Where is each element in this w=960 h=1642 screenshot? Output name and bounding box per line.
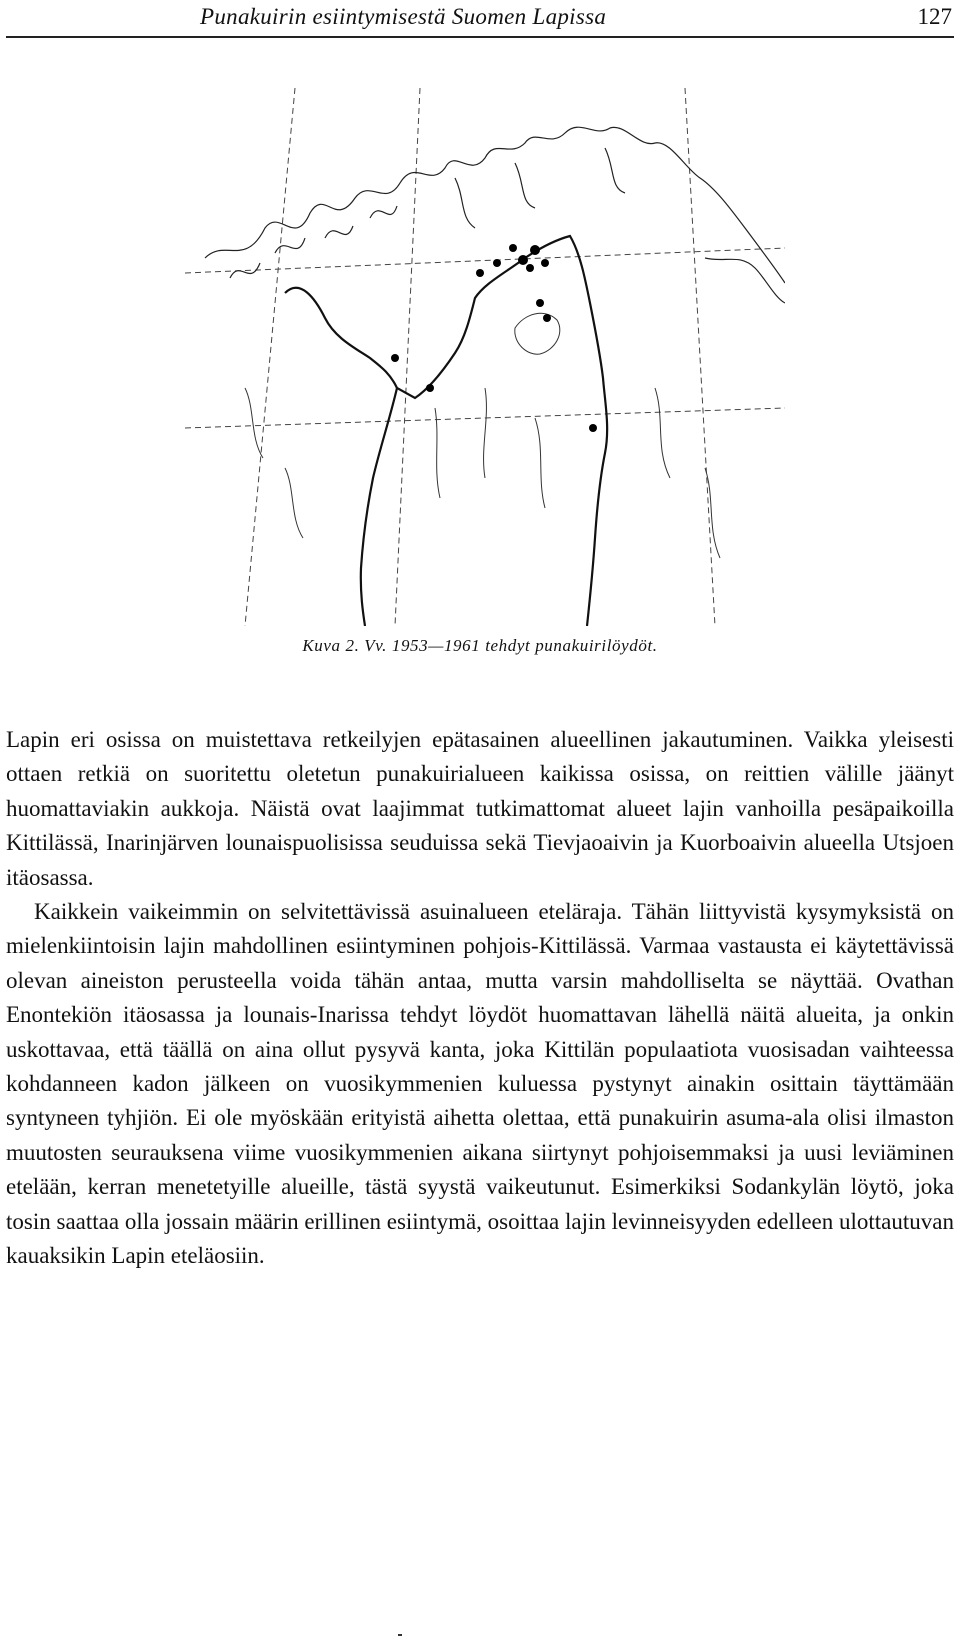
page-number: 127 <box>917 4 952 29</box>
find-site-markers <box>391 244 597 432</box>
coastline-fjords <box>205 127 785 303</box>
distribution-map <box>185 88 785 626</box>
map-grid-lines <box>185 88 785 626</box>
lakes-rivers <box>245 313 720 558</box>
paragraph: Kaikkein vaikeimmin on selvitettävissä asuinalueen eteläraja. Tähän liittyvistä kysymyksistä on mielenkiintoisin lajin mahdollinen esiintyminen pohjois-Kittilässä. Varmaa vastausta ei käytettävissä olevan aineiston perusteella voida tähän antaa, mutta varsin mahdolliselta se näyttää. Ovathan Enontekiön itäosassa ja lounais-Inarissa tehdyt löydöt huomattavan lähellä näitä alueita, ja onkin uskottavaa, että täällä on aina ollut pysyvä kanta, joka Kittilän populaatiota vuosisadan vaihteessa kohdanneen kadon jälkeen on vuosikymmenien kuluessa pystynyt ainakin osittain täyttämään syntyneen tyhjiön. Ei ole myöskään erityistä aihetta olettaa, että punakuirin asuma-ala olisi ilmaston muutosten seurauksena viime vuosikymmenien aikana siirtynyt pohjoisemmaksi ja uusi leviäminen etelään, kerran menetetyille alueille, tästä syystä vaikeutunut. Esimerkiksi Sodankylän löytö, joka tosin saattaa olla jossain määrin erillinen esiintymä, osoittaa lajin levinneisyyden edelleen ulottautuvan kauaksikin Lapin eteläosiin. <box>6 899 954 1269</box>
figure-caption: Kuva 2. Vv. 1953—1961 tehdyt punakuirilöydöt. <box>302 636 658 655</box>
finland-border <box>285 236 607 626</box>
paragraph: Lapin eri osissa on muistettava retkeilyjen epätasainen alueellinen jakautuminen. Vaikka yleisesti ottaen retkiä on suoritettu oletetun punakuirialueen kaikissa osissa, on reittien välille jäänyt huomattaviakin aukkoja. Näistä ovat laajimmat tutkimattomat alueet lajin vanhoilla pesäpaikoilla Kittilässä, Inarinjärven lounaispuolisissa seuduissa sekä Tievjaoaivin ja Kuorboaivin alueella Utsjoen itäosassa. <box>6 727 954 890</box>
header-rule <box>6 36 954 38</box>
running-title: Punakuirin esiintymisestä Suomen Lapissa <box>200 4 607 29</box>
page-header <box>0 0 960 40</box>
footer-mark <box>398 1634 402 1636</box>
body-text <box>6 723 954 1274</box>
